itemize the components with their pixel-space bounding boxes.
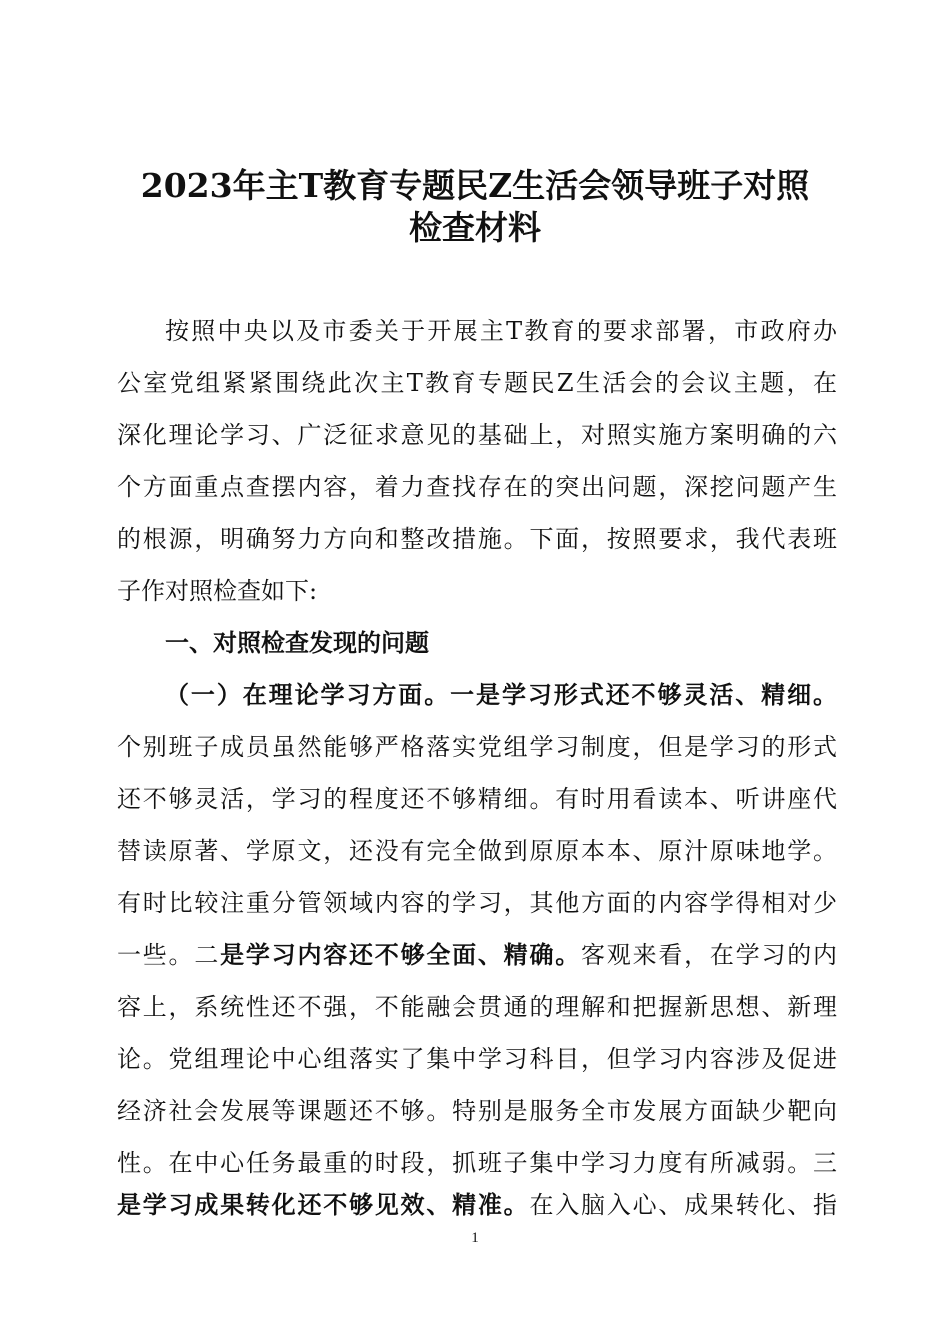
intro-line-2: 公室党组紧紧围绕此次主T教育专题民Z生活会的会议主题，在 (117, 369, 837, 397)
body-line-8: 经济社会发展等课题还不够。特别是服务全市发展方面缺少靶向 (117, 1097, 837, 1125)
document-title-line-1: 2023年主T教育专题民Z生活会领导班子对照 (140, 166, 810, 205)
section-heading: 一、对照检查发现的问题 (165, 628, 429, 657)
body-line-1: 个别班子成员虽然能够严格落实党组学习制度，但是学习的形式 (117, 733, 837, 761)
intro-line-5: 的根源，明确努力方向和整改措施。下面，按照要求，我代表班 (117, 525, 837, 553)
body-line-5-pre: 一些。二 (117, 941, 221, 969)
intro-line-3: 深化理论学习、广泛征求意见的基础上，对照实施方案明确的六 (117, 421, 837, 449)
body-line-4: 有时比较注重分管领域内容的学习，其他方面的内容学得相对少 (117, 889, 837, 917)
body-line-2: 还不够灵活，学习的程度还不够精细。有时用看读本、听讲座代 (117, 785, 837, 813)
body-line-10-bold: 是学习成果转化还不够见效、精准。 (117, 1190, 530, 1219)
body-line-6: 容上，系统性还不强，不能融会贯通的理解和把握新思想、新理 (117, 993, 837, 1021)
intro-line-1: 按照中央以及市委关于开展主T教育的要求部署，市政府办 (165, 317, 837, 345)
body-line-5 (117, 940, 837, 970)
body-line-7: 论。党组理论中心组落实了集中学习科目，但学习内容涉及促进 (117, 1045, 837, 1073)
document-title-line-2: 检查材料 (409, 208, 541, 247)
body-line-5-bold: 是学习内容还不够全面、精确。 (220, 940, 582, 969)
subsection-heading: （一）在理论学习方面。一是学习形式还不够灵活、精细。 (165, 680, 837, 709)
body-line-10-post: 在入脑入心、成果转化、指 (529, 1191, 838, 1219)
page-number: 1 (471, 1230, 479, 1246)
body-line-9: 性。在中心任务最重的时段，抓班子集中学习力度有所减弱。三 (117, 1149, 837, 1177)
body-line-3: 替读原著、学原文，还没有完全做到原原本本、原汁原味地学。 (117, 837, 837, 865)
body-line-10 (117, 1190, 837, 1220)
intro-line-4: 个方面重点查摆内容，着力查找存在的突出问题，深挖问题产生 (117, 473, 837, 501)
body-line-5-post: 客观来看，在学习的内 (581, 941, 838, 969)
intro-line-6: 子作对照检查如下: (117, 577, 318, 605)
